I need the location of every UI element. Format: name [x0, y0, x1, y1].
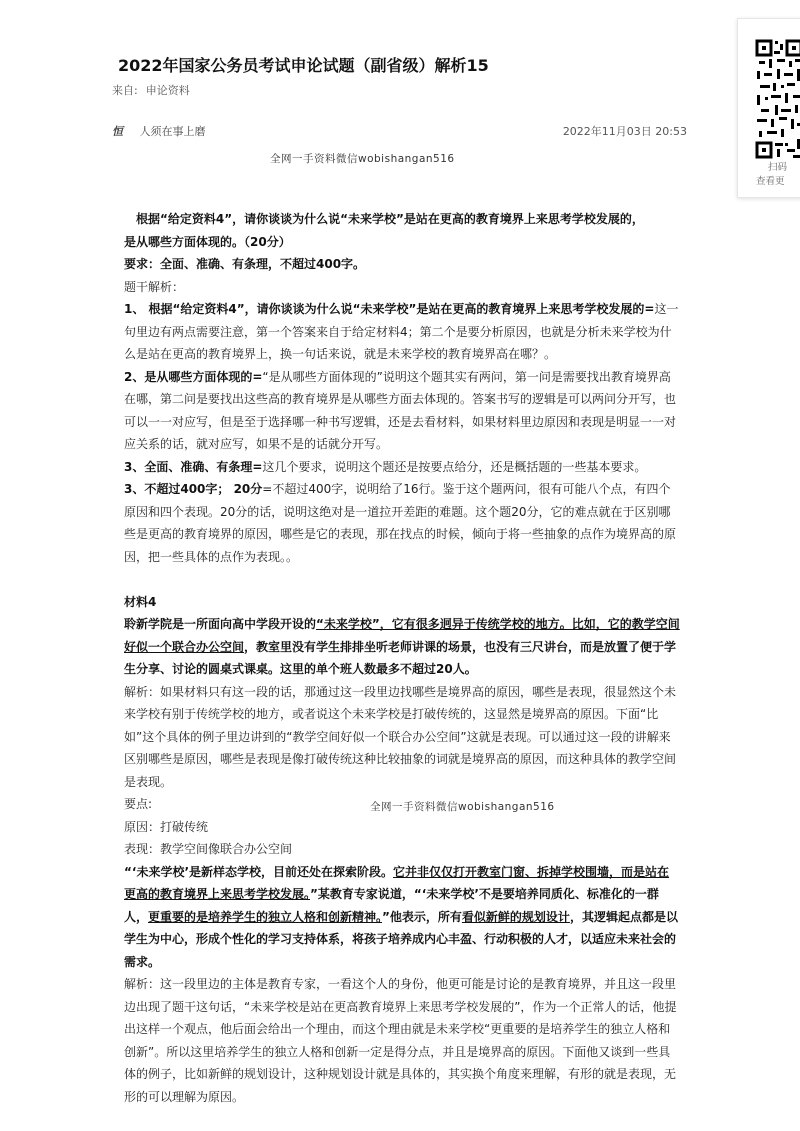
author-logo[interactable]: 恒	[112, 125, 123, 138]
key-points-label: 要点:	[124, 797, 153, 811]
qr-caption	[756, 161, 788, 189]
material-analysis1: 解析：如果材料只有这一段的话，那通过这一段里边找哪些是境界高的原因，哪些是表现，很显然这个未来学校有别于传统学校的地方，或者说这个未来学校是打破传统的，这显然是境界高的原因。下面“比如”这个具体的例子里边讲到的“教学空间好似一个联合办公空间”这就是表现。可以通过这一段的讲解来区别哪些是原因，哪些是表现是像打破传统这种比较抽象的词就是境界高的原因，而这种具体的教学空间是表现。	[124, 684, 677, 789]
author-name[interactable]: 人须在事上磨	[139, 125, 206, 138]
point-2-text: “是从哪些方面体现的”说明这个题其实有两问，第一问是需要找出教育境界高在哪，第二问是要找出这些高的教育境界是从哪些方面去体现的。答案书写的逻辑是可以两问分开写，也可以一一对应写，但是至于选择哪一种书写逻辑，还是去看材料，如果材料里边原因和表现是明显一一对应关系的话，就对应写，如果不是的话就分开写。	[124, 369, 677, 451]
article-source	[112, 82, 198, 98]
spacer	[124, 568, 680, 591]
qr-caption-line1: 扫码	[768, 162, 788, 173]
show-line: 表现：教学空间像联合办公空间	[124, 842, 293, 856]
point-3	[124, 456, 680, 479]
point-4-lead: 3、不超过400字； 20分	[124, 482, 263, 496]
material-analysis2: 解析：这一段里边的主体是教育专家，一看这个人的身份，他更可能是讨论的是教育境界，并且这一段里边出现了题干这句话，“未来学校是站在更高教育境界上来思考学校发展的”，作为一个正常人的话，他提出这样一个观点，他后面会给出一个理由，而这个理由就是未来学校“更重要的是培养学生的独立人格和创新”。所以这里培养学生的独立人格和创新一定是得分点，并且是境界高的原因。下面他又谈到一些具体的例子，比如新鲜的规划设计，这种规划设计就是具体的，其实换个角度来理解，有形的就是表现，无形的可以理解为原因。	[124, 977, 677, 1104]
analysis-label: 题干解析：	[124, 279, 185, 294]
material-heading: 材料4	[124, 594, 157, 609]
watermark-top: 全网一手资料微信wobishangan516	[270, 153, 455, 165]
point-1-lead: 1、 根据“给定资料4”，请你谈谈为什么说“未来学校”是站在更高的教育境界上来思考学校发展的=	[124, 302, 655, 316]
question-line2: 是从哪些方面体现的。（20分）	[124, 234, 291, 249]
material-para1-c: ，教室里没有学生排排坐听老师讲课的场景，也没有三尺讲台，而是放置了便于学生分享、讨论的圆桌式课桌。这里的单个班人数最多不超过20人。	[124, 639, 677, 676]
point-2	[124, 366, 680, 456]
point-2-lead: 2、是从哪些方面体现的=	[124, 369, 263, 384]
material-para2-g: ，其逻辑起点都是以学生为中心，形成个性化的学习支持体系，将孩子培养成内心丰盈、行动积极的人才，以适应未来社会的需求。	[124, 909, 678, 969]
material-para1-b: “未来学校”，它有很多迥异于传统学校的地方。比如，它的教学空间好似一个联合办公空间	[124, 617, 680, 654]
point-4	[124, 478, 680, 568]
source-label: 来自:	[112, 84, 138, 97]
material-para2-f: 看似新鲜的规划设计	[461, 909, 570, 924]
material-para2-d: 更重要的是培养学生的独立人格和创新精神。	[148, 909, 383, 924]
qr-panel[interactable]	[737, 18, 800, 198]
material-para1-a: 聆新学院是一所面向高中学段开设的	[124, 617, 317, 631]
publish-date: 2022年11月03日 20:53	[562, 125, 687, 138]
material-para2	[124, 861, 680, 974]
point-1-text: 这一句里边有两点需要注意，第一个答案来自于给定材料4；第二个是要分析原因，也就是分析未来学校为什么是站在更高的教育境界上，换一句话来说，就是未来学校的教育境界高在哪？。	[124, 302, 679, 361]
qr-code-icon	[755, 39, 800, 159]
reason-line: 原因：打破传统	[124, 819, 209, 834]
material-para1	[124, 613, 680, 681]
material-para2-a: “‘未来学校’是新样态学校，目前还处在探索阶段。	[124, 864, 394, 879]
question-line1: 根据“给定资料4”，请你谈谈为什么说“未来学校”是站在更高的教育境界上来思考学校发展的，	[136, 212, 644, 226]
source-link[interactable]: 申论资料	[145, 84, 190, 97]
point-4-text: =不超过400字，说明给了16行。鉴于这个题两问，很有可能八个点，有四个原因和四个表现。20分的话，说明这绝对是一道拉开差距的难题。这个题20分，它的难点就在于区别哪些是更高的教育境界的原因，哪些是它的表现，那在找点的时候，倾向于将一些抽象的点作为境界高的原因，把一些具体的点作为表现。。	[124, 482, 677, 564]
point-1	[124, 298, 680, 366]
article-title: 2022年国家公务员考试申论试题（副省级）解析15	[118, 56, 489, 75]
question-requirement: 要求：全面、准确、有条理，不超过400字。	[124, 257, 366, 271]
material-para2-e: ”他表示，所有	[382, 909, 462, 924]
material-para2-c: ”某教育专家说道，“‘未来学校’不是要培养同质化、标准化的一群人，	[124, 887, 659, 924]
qr-caption-line2: 查看更	[756, 176, 785, 187]
article-body	[124, 208, 680, 1108]
material-para2-b: 它并非仅仅打开教室门窗、拆掉学校围墙，而是站在更高的教育境界上来思考学校发展。	[124, 864, 670, 901]
point-3-text: 这几个要求，说明这个题还是按要点给分，还是概括题的一些基本要求。	[262, 459, 647, 474]
point-3-lead: 3、全面、准确、有条理=	[124, 459, 263, 474]
watermark-middle: 全网一手资料微信wobishangan516	[370, 801, 555, 813]
author-row	[112, 123, 687, 139]
